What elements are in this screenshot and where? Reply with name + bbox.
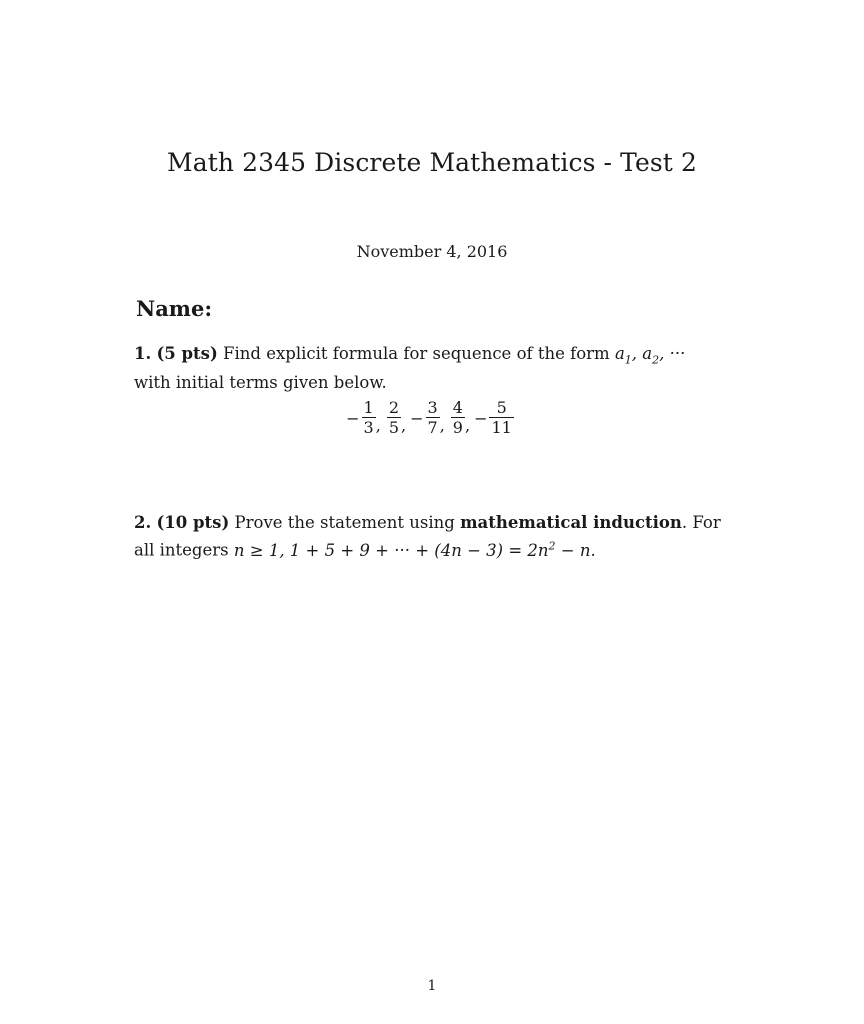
denominator: 3 (363, 418, 374, 437)
denominator: 11 (491, 418, 512, 437)
numerator: 4 (452, 398, 463, 417)
seq-term-a: a (614, 344, 625, 363)
sequence-term (385, 398, 410, 437)
denominator: 9 (452, 418, 463, 437)
fraction (451, 398, 465, 437)
seq-tail: , ··· (659, 344, 686, 363)
sequence-term (449, 398, 474, 437)
problem-2 (134, 511, 724, 562)
term-separator: , (375, 416, 381, 435)
formula-exponent: 2 (548, 539, 556, 552)
seq-sub: 2 (652, 353, 660, 367)
sequence-notation (614, 344, 686, 367)
problem-1 (134, 342, 724, 394)
seq-term-a: a (642, 344, 653, 363)
problem-points: (10 pts) (156, 513, 230, 532)
numerator: 3 (427, 398, 438, 417)
numerator: 5 (496, 398, 507, 417)
problem-number: 2. (134, 513, 152, 532)
emphasis-text: mathematical induction (460, 513, 682, 532)
page-number: 1 (427, 978, 437, 994)
sequence-term (410, 398, 449, 437)
numerator: 2 (388, 398, 400, 417)
fraction (426, 398, 440, 437)
term-separator: , (439, 416, 445, 435)
formula-lhs: n ≥ 1, 1 + 5 + 9 + ··· + (4n − 3) = 2n (233, 540, 549, 560)
seq-sep: , (631, 344, 643, 363)
exam-date: November 4, 2016 (356, 242, 508, 261)
formula-rhs: − n. (555, 540, 596, 560)
sequence-terms (0, 398, 864, 437)
sequence-term (474, 398, 518, 437)
numerator: 1 (363, 398, 374, 417)
term-separator: , (401, 416, 407, 435)
problem-text: with initial terms given below. (134, 373, 387, 393)
sequence-term (346, 398, 385, 437)
problem-text: . For all integers (134, 513, 721, 560)
name-label: Name: (136, 296, 213, 321)
denominator: 5 (388, 418, 400, 437)
fraction (489, 398, 513, 437)
induction-formula (234, 541, 596, 560)
problem-number: 1. (134, 344, 152, 363)
fraction (362, 398, 376, 437)
term-sign: − (346, 409, 360, 428)
term-sign: − (410, 409, 424, 428)
problem-points: (5 pts) (156, 344, 218, 363)
page-title: Math 2345 Discrete Mathematics - Test 2 (167, 148, 697, 177)
term-separator: , (464, 416, 471, 435)
problem-text: Find explicit formula for sequence of the form (223, 344, 610, 363)
problem-text: Prove the statement using (234, 513, 455, 532)
fraction (387, 398, 401, 437)
term-sign: − (474, 409, 488, 428)
seq-sub: 1 (624, 353, 632, 367)
denominator: 7 (427, 418, 438, 437)
